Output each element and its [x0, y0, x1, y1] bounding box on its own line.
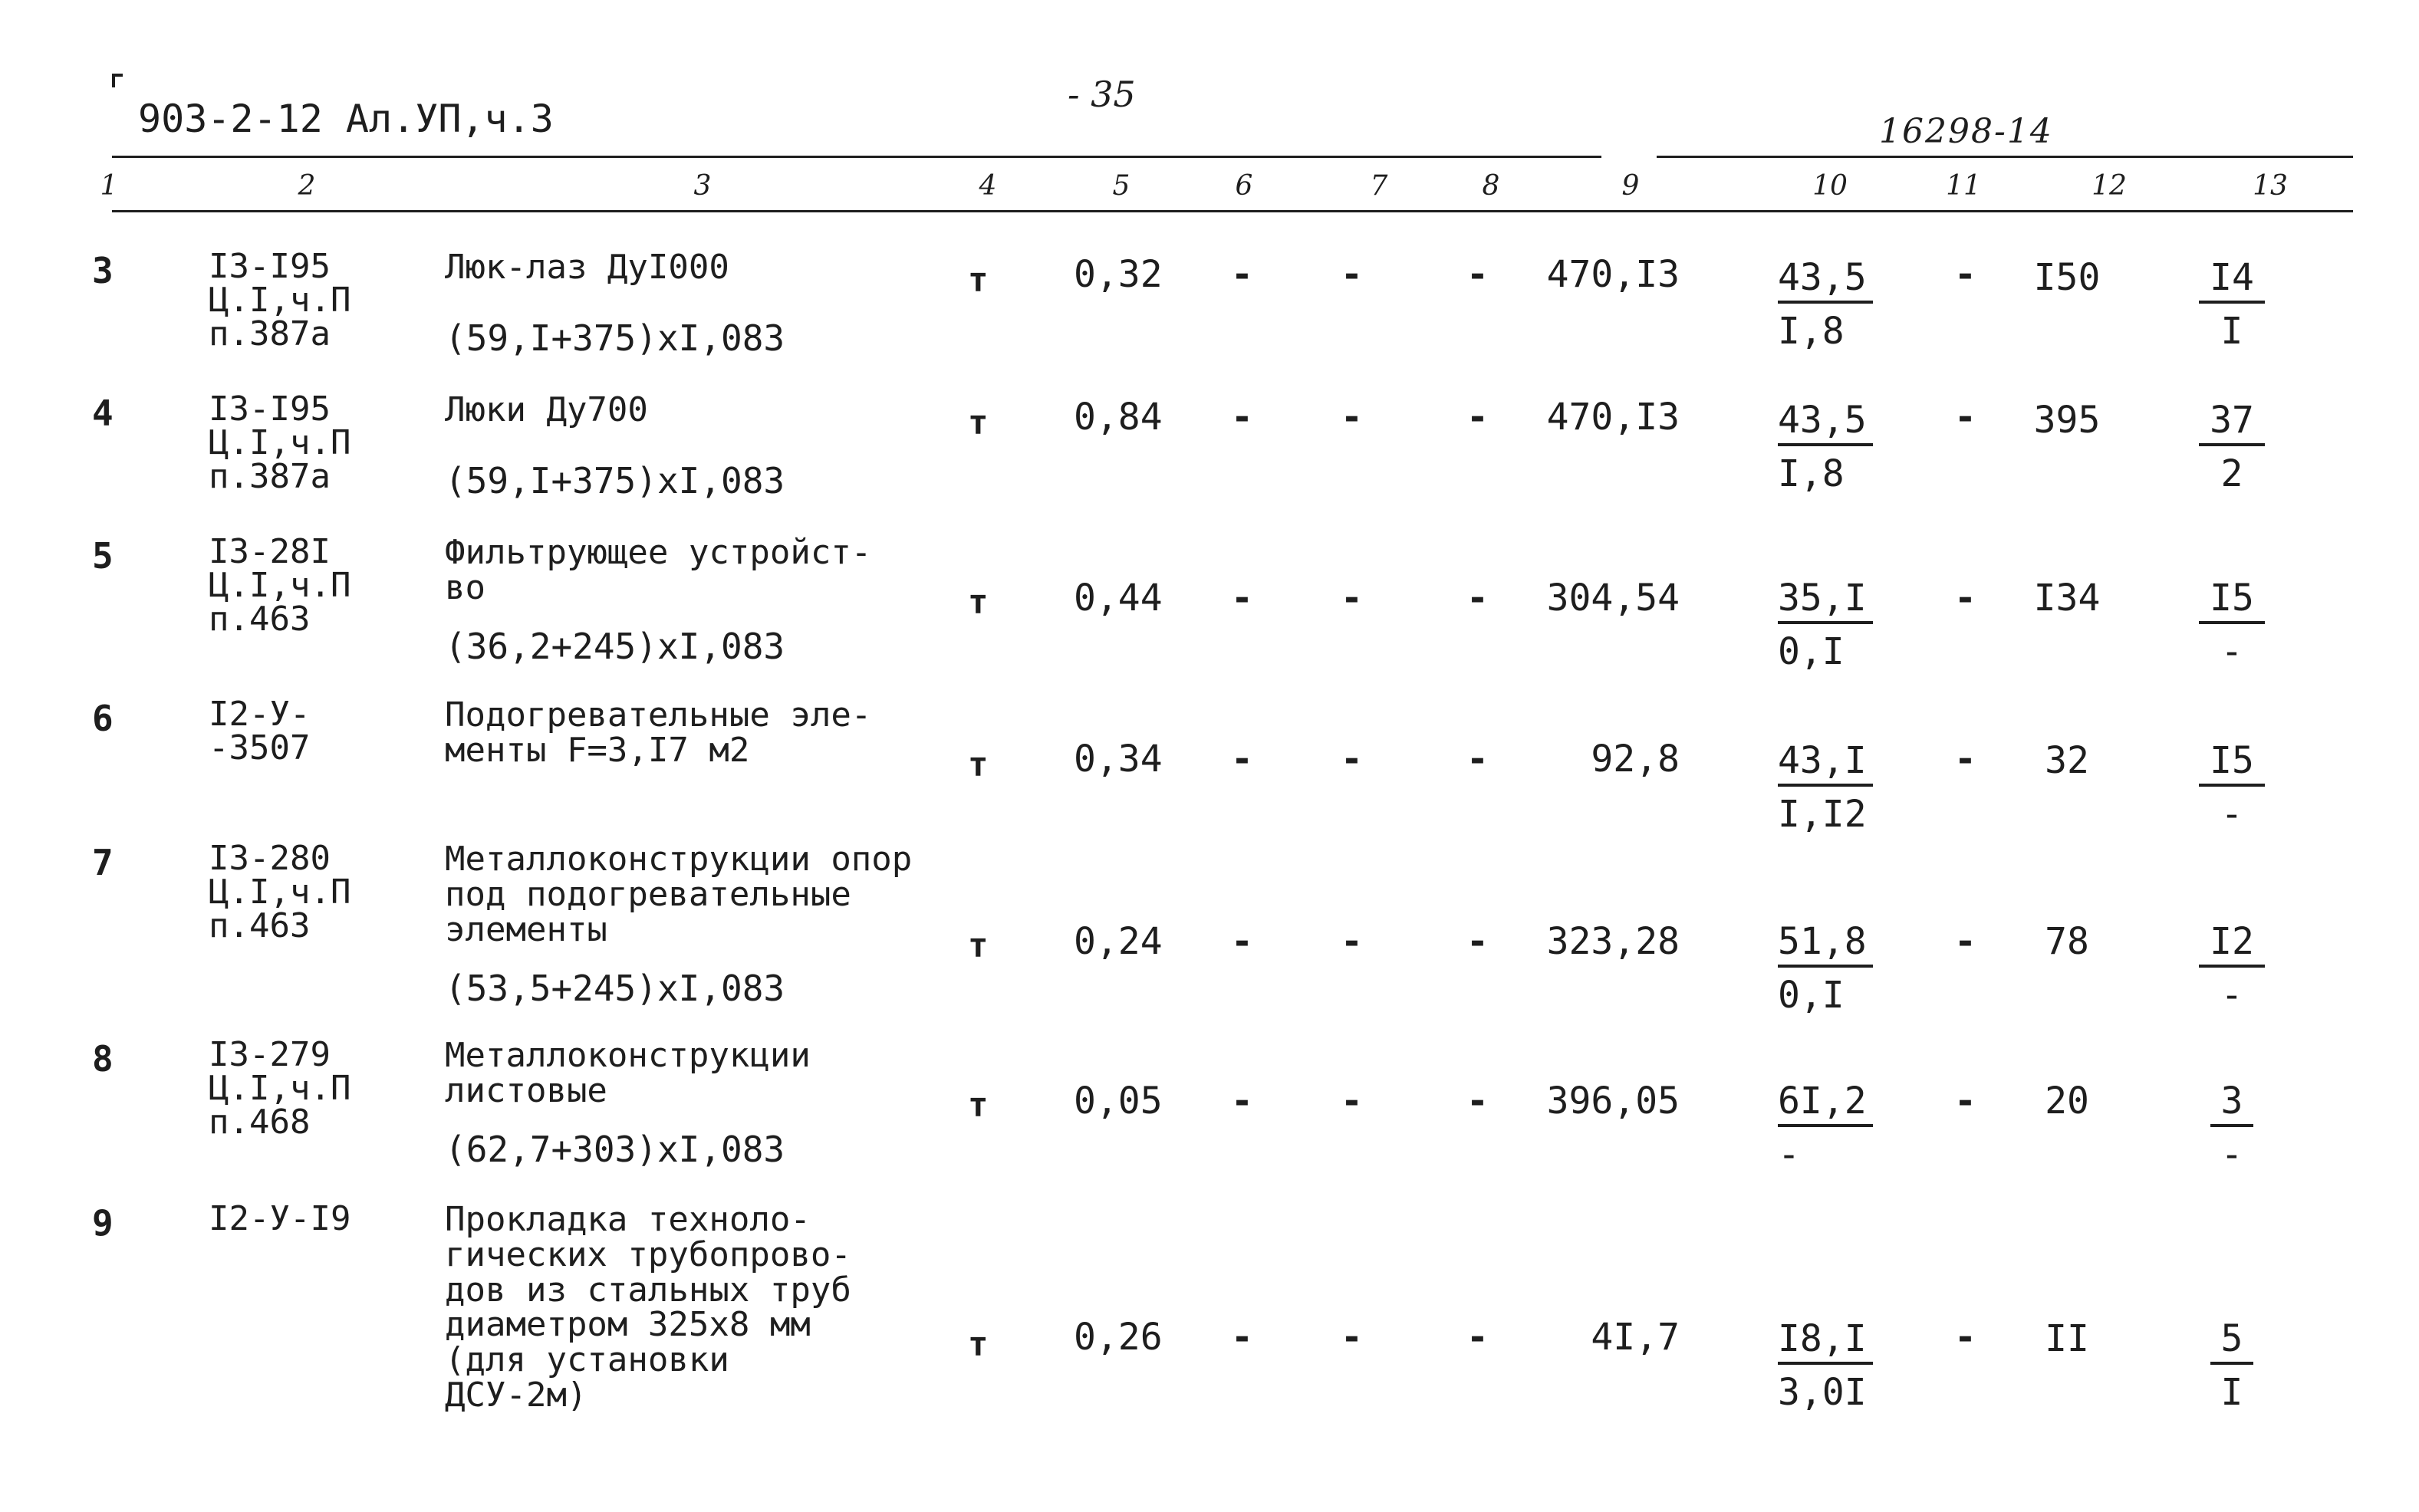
column-header: 9 — [1621, 170, 1640, 202]
price-formula: (59,I+375)xI,083 — [445, 317, 785, 359]
quantity: 0,34 — [1074, 738, 1163, 781]
column-11-value: - — [1954, 253, 1976, 296]
column-8-value: - — [1466, 396, 1489, 439]
unit-price: 4I,7 — [1591, 1316, 1680, 1359]
item-name-line: менты F=3,I7 м2 — [445, 730, 750, 770]
item-name-line: Фильтрующее устройст- — [445, 533, 872, 572]
column-11-value: - — [1954, 396, 1976, 439]
item-name-line: (для установки — [445, 1340, 729, 1379]
norm-reference — [209, 247, 351, 353]
column-header: 6 — [1235, 170, 1253, 202]
item-name — [445, 842, 912, 947]
unit: т — [968, 1086, 989, 1125]
column-11-value: - — [1954, 920, 1976, 963]
column-6-value: - — [1231, 920, 1253, 963]
fraction-denominator: I — [2220, 310, 2243, 353]
norm-reference-line: п.387а — [209, 314, 331, 353]
quantity: 0,05 — [1074, 1080, 1163, 1122]
row-number: 8 — [92, 1038, 114, 1080]
norm-reference-line: I3-279 — [209, 1035, 331, 1074]
norm-reference-line: I2-У- — [209, 695, 311, 734]
column-header: 5 — [1112, 170, 1131, 202]
item-name-line: во — [445, 567, 485, 607]
column-10-fraction — [1778, 1317, 1873, 1414]
price-formula: (62,7+303)xI,083 — [445, 1129, 785, 1170]
column-6-value: - — [1231, 738, 1253, 781]
fraction-numerator: I5 — [2199, 739, 2265, 787]
unit-price: 92,8 — [1591, 738, 1680, 781]
unit: т — [968, 403, 989, 442]
item-name-line: ДСУ-2м) — [445, 1375, 587, 1415]
column-13-fraction — [2186, 920, 2278, 1017]
fraction-numerator: 6I,2 — [1778, 1080, 1873, 1127]
fraction-denominator: - — [2220, 793, 2243, 836]
column-7-value: - — [1341, 253, 1363, 296]
fraction-denominator: 3,0I — [1778, 1371, 1867, 1414]
column-header-rule — [112, 210, 2353, 212]
column-8-value: - — [1466, 1080, 1489, 1122]
column-13-fraction — [2186, 256, 2278, 353]
column-10-fraction — [1778, 739, 1873, 836]
column-10-fraction — [1778, 399, 1873, 495]
item-name-line: диаметром 325x8 мм — [445, 1305, 811, 1345]
quantity: 0,32 — [1074, 253, 1163, 296]
column-11-value: - — [1954, 1316, 1976, 1359]
unit-price: 470,I3 — [1546, 253, 1680, 296]
fraction-numerator: 3 — [2210, 1080, 2254, 1127]
item-name-line: гических трубопрово- — [445, 1234, 851, 1274]
row-number: 4 — [92, 393, 114, 434]
item-name-line: дов из стальных труб — [445, 1270, 851, 1310]
column-12-value: 78 — [2045, 920, 2089, 963]
fraction-numerator: 5 — [2210, 1317, 2254, 1365]
quantity: 0,24 — [1074, 920, 1163, 963]
fraction-numerator: 43,I — [1778, 739, 1873, 787]
fraction-denominator: I,8 — [1778, 310, 1845, 353]
norm-reference-line: I3-28I — [209, 532, 331, 571]
fraction-denominator: 0,I — [1778, 974, 1845, 1017]
column-7-value: - — [1341, 396, 1363, 439]
page-number: - 35 — [1068, 74, 1136, 115]
item-name-line: под подогревательные — [445, 874, 851, 914]
column-7-value: - — [1341, 1316, 1363, 1359]
document-code: 903-2-12 Ал.УП,ч.3 — [138, 97, 554, 141]
norm-reference-line: Ц.I,ч.П — [209, 873, 351, 912]
column-8-value: - — [1466, 253, 1489, 296]
column-7-value: - — [1341, 1080, 1363, 1122]
column-10-fraction — [1778, 256, 1873, 353]
column-10-fraction — [1778, 920, 1873, 1017]
item-name-line: Металлоконструкции — [445, 1036, 811, 1075]
item-name-line: Металлоконструкции опор — [445, 840, 913, 879]
column-11-value: - — [1954, 1080, 1976, 1122]
norm-reference-line: п.387а — [209, 457, 331, 496]
column-8-value: - — [1466, 920, 1489, 963]
column-13-fraction — [2186, 1317, 2278, 1414]
corner-mark — [112, 74, 123, 87]
norm-reference — [209, 532, 351, 639]
item-name — [445, 250, 729, 285]
column-header: 11 — [1946, 170, 1981, 202]
norm-reference-line: Ц.I,ч.П — [209, 423, 351, 462]
norm-reference-line: п.463 — [209, 906, 311, 945]
quantity: 0,44 — [1074, 577, 1163, 620]
fraction-denominator: - — [2220, 974, 2243, 1017]
norm-reference — [209, 390, 351, 496]
column-12-value: 395 — [2033, 399, 2101, 442]
column-11-value: - — [1954, 577, 1976, 620]
unit: т — [968, 745, 989, 784]
norm-reference-line: I3-I95 — [209, 247, 331, 286]
column-header: 10 — [1812, 170, 1848, 202]
fraction-numerator: I8,I — [1778, 1317, 1873, 1365]
unit-price: 396,05 — [1546, 1080, 1680, 1122]
fraction-numerator: 37 — [2199, 399, 2265, 446]
unit-price: 323,28 — [1546, 920, 1680, 963]
fraction-numerator: I5 — [2199, 577, 2265, 624]
header-rule-left — [112, 156, 1601, 158]
column-12-value: I34 — [2033, 577, 2101, 620]
fraction-numerator: I2 — [2199, 920, 2265, 968]
norm-reference-line: Ц.I,ч.П — [209, 1069, 351, 1108]
norm-reference-line: п.463 — [209, 600, 311, 639]
column-6-value: - — [1231, 1080, 1253, 1122]
column-12-value: II — [2045, 1317, 2089, 1360]
item-name — [445, 695, 872, 770]
column-header: 8 — [1482, 170, 1500, 202]
column-6-value: - — [1231, 1316, 1253, 1359]
quantity: 0,84 — [1074, 396, 1163, 439]
header-rule-right — [1657, 156, 2353, 158]
fraction-denominator: I — [2220, 1371, 2243, 1414]
column-header: 7 — [1370, 170, 1388, 202]
document-number: 16298-14 — [1879, 112, 2053, 151]
norm-reference-line: I2-У-I9 — [209, 1199, 351, 1238]
fraction-numerator: 51,8 — [1778, 920, 1873, 968]
quantity: 0,26 — [1074, 1316, 1163, 1359]
column-6-value: - — [1231, 396, 1253, 439]
column-10-fraction — [1778, 1080, 1873, 1176]
row-number: 9 — [92, 1202, 114, 1244]
column-10-fraction — [1778, 577, 1873, 673]
column-6-value: - — [1231, 577, 1253, 620]
fraction-numerator: I4 — [2199, 256, 2265, 304]
unit-price: 470,I3 — [1546, 396, 1680, 439]
unit: т — [968, 926, 989, 965]
column-7-value: - — [1341, 577, 1363, 620]
column-12-value: I50 — [2033, 256, 2101, 299]
column-12-value: 20 — [2045, 1080, 2089, 1122]
column-6-value: - — [1231, 253, 1253, 296]
fraction-denominator: - — [2220, 630, 2243, 673]
column-header: 2 — [298, 170, 316, 202]
row-number: 7 — [92, 842, 114, 883]
price-formula: (36,2+245)xI,083 — [445, 626, 785, 667]
price-formula: (59,I+375)xI,083 — [445, 460, 785, 501]
fraction-denominator: - — [1778, 1133, 1800, 1176]
item-name-line: листовые — [445, 1070, 607, 1110]
column-7-value: - — [1341, 920, 1363, 963]
column-13-fraction — [2186, 399, 2278, 495]
column-header: 13 — [2253, 170, 2288, 202]
column-13-fraction — [2186, 577, 2278, 673]
item-name-line: Прокладка техноло- — [445, 1200, 811, 1239]
unit: т — [968, 1325, 989, 1364]
row-number: 3 — [92, 250, 114, 291]
item-name — [445, 1038, 811, 1109]
norm-reference-line: -3507 — [209, 728, 311, 768]
column-header: 12 — [2092, 170, 2127, 202]
fraction-numerator: 43,5 — [1778, 399, 1873, 446]
fraction-denominator: I,8 — [1778, 452, 1845, 495]
item-name-line: элементы — [445, 909, 607, 949]
unit-price: 304,54 — [1546, 577, 1680, 620]
norm-reference-line: п.468 — [209, 1103, 311, 1142]
fraction-denominator: I,I2 — [1778, 793, 1867, 836]
norm-reference-line: I3-280 — [209, 839, 331, 878]
item-name-line: Подогревательные эле- — [445, 695, 872, 735]
column-12-value: 32 — [2045, 739, 2089, 782]
item-name — [445, 1202, 851, 1413]
norm-reference-line: Ц.I,ч.П — [209, 281, 351, 320]
column-8-value: - — [1466, 577, 1489, 620]
column-header: 3 — [693, 170, 712, 202]
price-formula: (53,5+245)xI,083 — [445, 968, 785, 1009]
column-7-value: - — [1341, 738, 1363, 781]
norm-reference — [209, 1199, 351, 1238]
column-11-value: - — [1954, 738, 1976, 781]
fraction-denominator: 2 — [2220, 452, 2243, 495]
item-name — [445, 390, 648, 429]
norm-reference-line: Ц.I,ч.П — [209, 566, 351, 605]
norm-reference — [209, 695, 311, 768]
column-13-fraction — [2186, 1080, 2278, 1176]
norm-reference-line: I3-I95 — [209, 390, 331, 429]
item-name — [445, 535, 871, 606]
norm-reference — [209, 1035, 351, 1142]
fraction-denominator: - — [2220, 1133, 2243, 1176]
row-number: 5 — [92, 535, 114, 577]
unit: т — [968, 583, 989, 622]
item-name-line: Люк-лаз ДуI000 — [445, 248, 729, 287]
fraction-numerator: 43,5 — [1778, 256, 1873, 304]
column-8-value: - — [1466, 738, 1489, 781]
norm-reference — [209, 839, 351, 945]
column-header: 4 — [979, 170, 997, 202]
column-13-fraction — [2186, 739, 2278, 836]
column-header: 1 — [100, 170, 118, 202]
fraction-denominator: 0,I — [1778, 630, 1845, 673]
fraction-numerator: 35,I — [1778, 577, 1873, 624]
row-number: 6 — [92, 698, 114, 739]
item-name-line: Люки Ду700 — [445, 390, 648, 429]
column-8-value: - — [1466, 1316, 1489, 1359]
unit: т — [968, 261, 989, 300]
